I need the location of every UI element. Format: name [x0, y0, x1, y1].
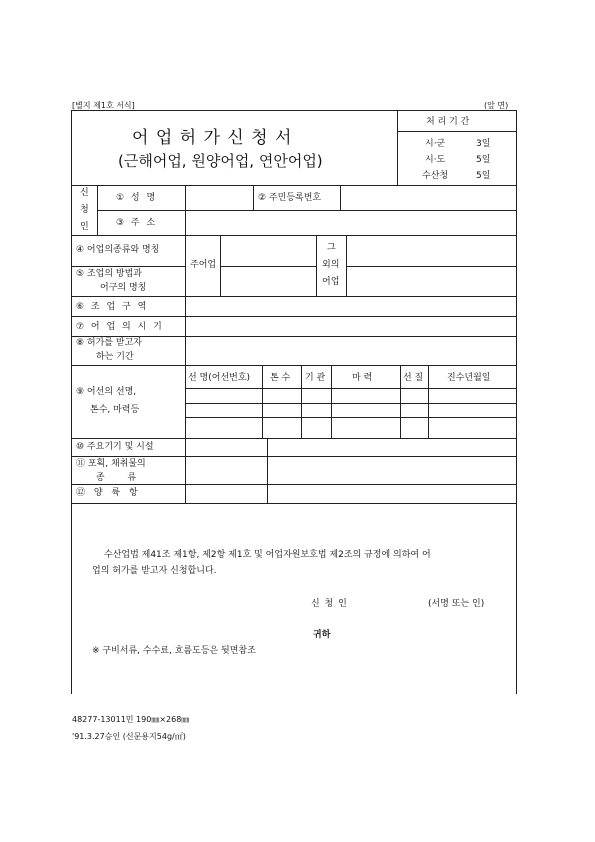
other-fishery-label: 어업 [322, 277, 340, 287]
catch-type-label: ⑪ 포획, 채취물의 [76, 459, 146, 469]
processing-org: 수산청 [422, 171, 449, 181]
permit-period-label: ⑧ 허가를 받고자 [76, 338, 142, 348]
form-code: 48277-13011민 190㎜×268㎜ [72, 715, 190, 724]
landing-port-label: ⑫ 양 륙 항 [76, 488, 141, 498]
page-title: 어 업 허 가 신 청 서 [132, 128, 293, 148]
frame-top [71, 110, 517, 111]
fishery-type-label: ④ 어업의종류와 명칭 [76, 245, 160, 255]
address-label: ③ 주 소 [116, 218, 158, 228]
processing-days: 5일 [476, 155, 491, 165]
other-fishery-label: 그 [327, 243, 336, 253]
vessel-col-horsepower: 마 력 [352, 373, 373, 383]
resident-number-label: ② 주민등록번호 [258, 193, 322, 203]
permit-period-label-2: 하는 기간 [96, 352, 134, 362]
processing-days: 5일 [476, 171, 491, 181]
name-label: ① 성 명 [116, 193, 158, 203]
applicant-label-char: 청 [80, 205, 89, 215]
main-fishery-label: 주어업 [190, 260, 217, 270]
declaration-text: 수산업법 제41조 제1항, 제2항 제1호 및 어업자원보호법 제2조의 규정에 의하여 어 [104, 550, 431, 560]
equipment-label: ⑩ 주요기기 및 시설 [76, 442, 154, 452]
frame-left [71, 110, 72, 694]
other-fishery-label: 외의 [322, 260, 340, 270]
vessel-col-tonnage: 톤 수 [270, 373, 291, 383]
fishing-method-label: ⑤ 조업의 방법과 [76, 269, 142, 279]
processing-days: 3일 [476, 139, 491, 149]
addressee-label: 귀하 [313, 630, 331, 640]
fishing-gear-label: 어구의 명칭 [100, 283, 147, 293]
vessel-label-2: 톤수, 마력등 [90, 405, 140, 415]
form-label: [별지 제1호 서식] [72, 101, 135, 110]
applicant-label-char: 인 [80, 222, 89, 232]
processing-header: 처 리 기 간 [426, 117, 470, 127]
vessel-col-engine: 기 관 [305, 373, 326, 383]
processing-org: 시·도 [425, 155, 446, 165]
vessel-label: ⑨ 어선의 선명, [76, 387, 137, 397]
frame-right [516, 110, 517, 694]
fishing-season-label: ⑦ 어 업 의 시 기 [76, 322, 164, 332]
approval-note: '91.3.27승인 (신문용지54g/㎡) [72, 732, 186, 741]
signer-label: 신 청 인 [311, 599, 348, 609]
attachment-note: ※ 구비서류, 수수료, 흐름도등은 뒷면참조 [92, 646, 256, 656]
catch-type-label-2: 종 류 [96, 473, 147, 483]
signature-hint: (서명 또는 인) [428, 599, 485, 609]
fishing-area-label: ⑥ 조 업 구 역 [76, 302, 149, 312]
applicant-label-char: 신 [80, 188, 89, 198]
side-label: (앞 면) [484, 101, 509, 110]
page-subtitle: (근해어업, 원양어업, 연안어업) [118, 152, 323, 170]
vessel-col-material: 선 질 [403, 373, 424, 383]
processing-org: 시·군 [425, 139, 446, 149]
vessel-col-name: 선 명(어선번호) [188, 373, 251, 383]
vessel-col-launch-date: 진수년월일 [447, 373, 491, 383]
declaration-text-2: 업의 허가를 받고자 신청합니다. [92, 566, 217, 576]
